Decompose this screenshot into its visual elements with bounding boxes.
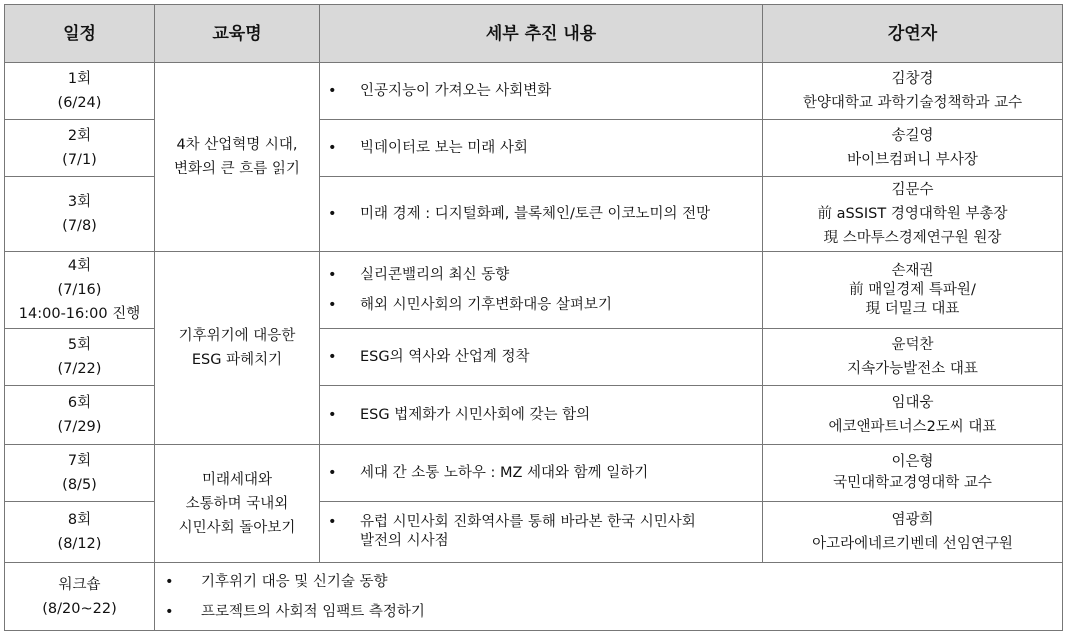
speaker-cell: 임대웅 에코앤파트너스2도씨 대표 [763,386,1063,445]
schedule-cell: 6회 (7/29) [5,386,155,445]
schedule-cell: 8회 (8/12) [5,502,155,563]
speaker-cell: 김창경 한양대학교 과학기술정책학과 교수 [763,63,1063,120]
list-item: • 기후위기 대응 및 신기술 동향 [165,573,388,590]
list-item: • 미래 경제 : 디지털화폐, 블록체인/토큰 이코노미의 전망 [328,206,711,222]
list-item: • 유럽 시민사회 진화역사를 통해 바라본 한국 시민사회 발전의 시사점 [328,514,696,549]
header-speaker: 강연자 [763,5,1063,63]
speaker-cell: 염광희 아고라에네르기벤데 선임연구원 [763,502,1063,563]
schedule-cell: 1회 (6/24) [5,63,155,120]
list-item: • 실리콘밸리의 최신 동향 [328,267,510,283]
speaker-cell: 윤덕찬 지속가능발전소 대표 [763,329,1063,386]
details-cell [320,177,763,252]
header-schedule: 일정 [5,5,155,63]
list-item: • ESG의 역사와 산업계 정착 [328,349,530,365]
details-cell [320,120,763,177]
list-item: • 빅데이터로 보는 미래 사회 [328,140,528,156]
details-cell [320,63,763,120]
list-item: • 해외 시민사회의 기후변화대응 살펴보기 [328,297,612,313]
workshop-details-cell [155,563,1063,631]
course-cell: 기후위기에 대응한 ESG 파헤치기 [155,252,320,445]
schedule-cell: 2회 (7/1) [5,120,155,177]
list-item: • 인공지능이 가져오는 사회변화 [328,83,552,99]
list-item: • ESG 법제화가 시민사회에 갖는 함의 [328,407,591,423]
course-cell: 4차 산업혁명 시대, 변화의 큰 흐름 읽기 [155,63,320,252]
speaker-cell: 김문수 前 aSSIST 경영대학원 부총장 現 스마투스경제연구원 원장 [763,177,1063,252]
schedule-cell: 7회 (8/5) [5,445,155,502]
table-row [5,252,1063,329]
speaker-cell: 손재권 前 매일경제 특파원/ 現 더밀크 대표 [763,252,1063,329]
schedule-table [4,4,1063,631]
details-cell [320,445,763,502]
details-cell [320,386,763,445]
header-row [5,5,1063,63]
speaker-cell: 송길영 바이브컴퍼니 부사장 [763,120,1063,177]
table-row [5,445,1063,502]
course-cell: 미래세대와 소통하며 국내외 시민사회 돌아보기 [155,445,320,563]
list-item: • 프로젝트의 사회적 임팩트 측정하기 [165,603,425,620]
details-cell [320,252,763,329]
table-row [5,63,1063,120]
details-cell [320,329,763,386]
header-course: 교육명 [155,5,320,63]
workshop-row [5,563,1063,631]
list-item: • 세대 간 소통 노하우 : MZ 세대와 함께 일하기 [328,465,649,481]
schedule-cell: 워크숍 (8/20~22) [5,563,155,631]
details-cell [320,502,763,563]
schedule-cell: 4회 (7/16) 14:00-16:00 진행 [5,252,155,329]
schedule-cell: 3회 (7/8) [5,177,155,252]
speaker-cell: 이은형 국민대학교경영대학 교수 [763,445,1063,502]
schedule-cell: 5회 (7/22) [5,329,155,386]
header-details: 세부 추진 내용 [320,5,763,63]
